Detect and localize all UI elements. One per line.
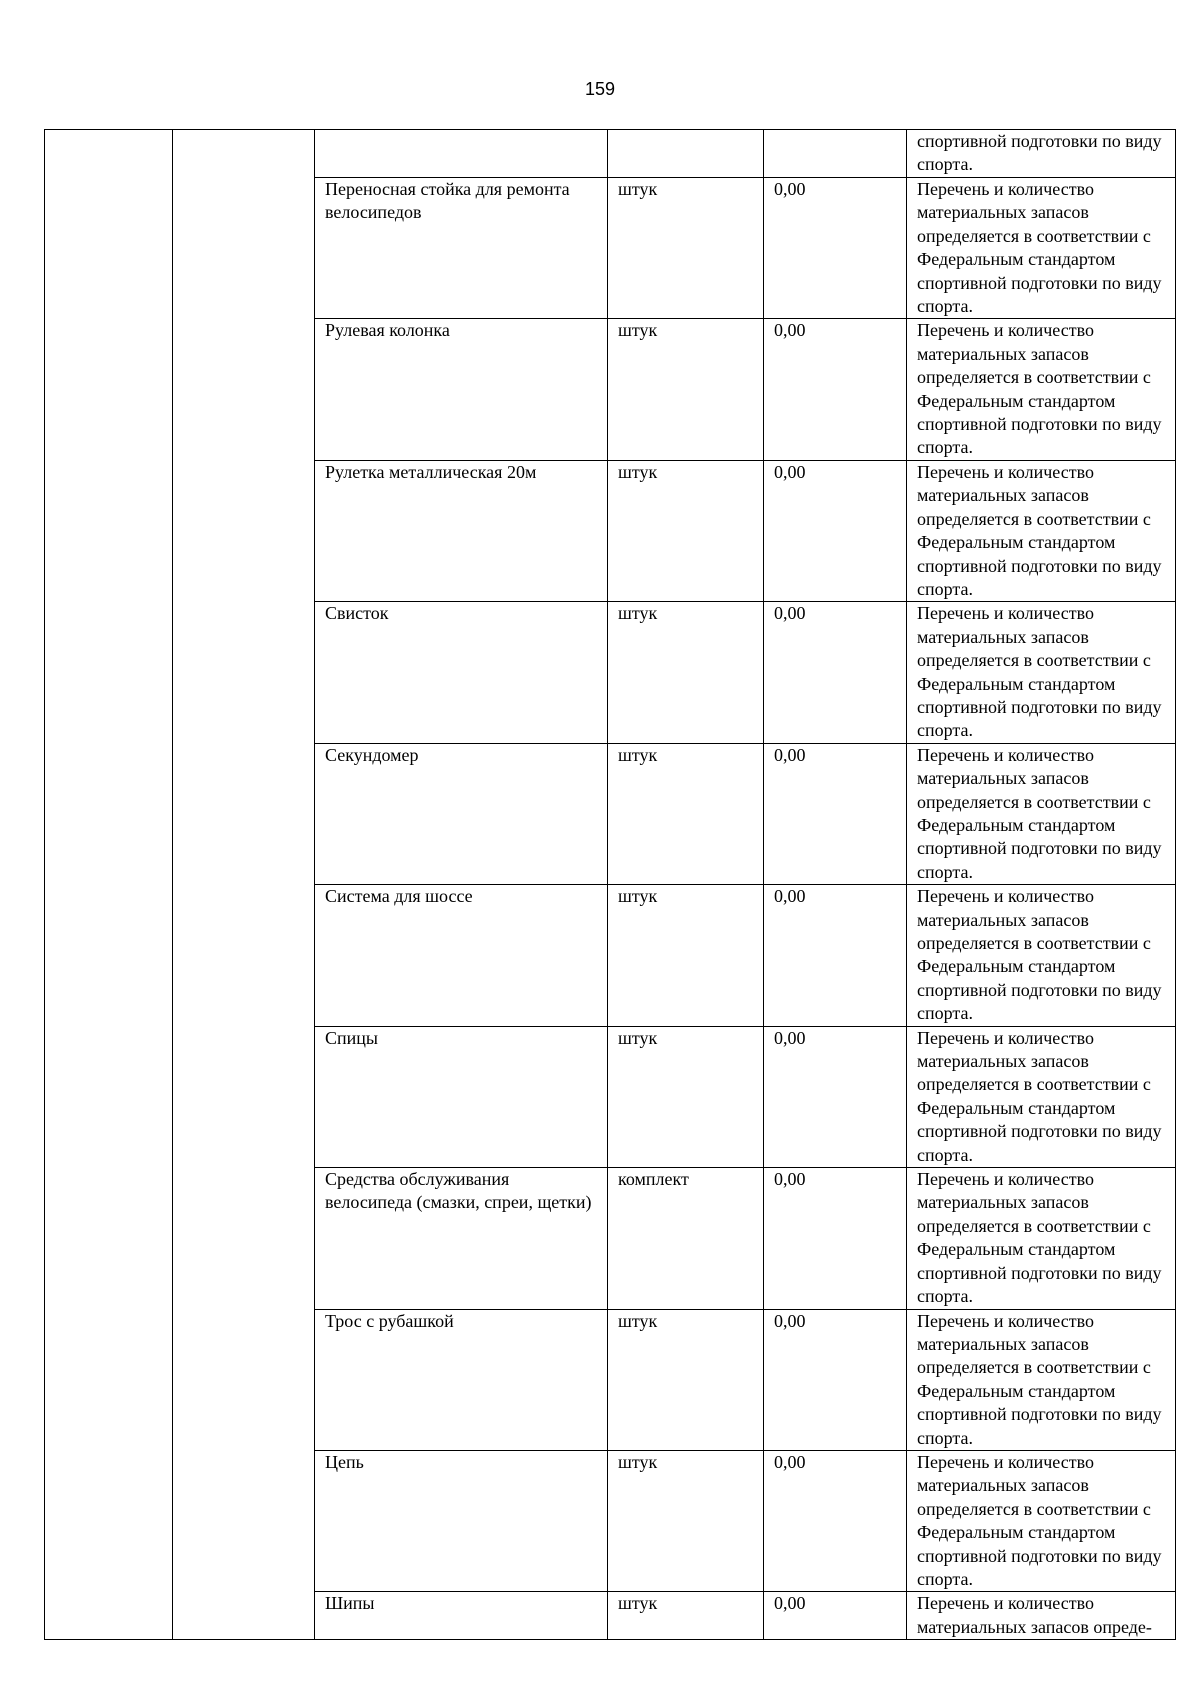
unit-cell: штук [608, 1309, 764, 1450]
name-cell: Средства обслуживания велосипеда (смазки, спреи, щетки) [315, 1168, 608, 1309]
unit-cell: штук [608, 743, 764, 884]
value-cell: 0,00 [764, 885, 907, 1026]
unit-cell: штук [608, 1592, 764, 1640]
table-row [45, 130, 1176, 178]
name-cell: Шипы [315, 1592, 608, 1640]
note-cell: Перечень и количество материальных запасов определяется в соответствии с Федеральным стандартом спортивной подготовки по виду спорта. [907, 460, 1176, 601]
value-cell: 0,00 [764, 602, 907, 743]
name-cell: Секундомер [315, 743, 608, 884]
value-cell [764, 130, 907, 178]
note-cell: спортивной подготовки по виду спорта. [907, 130, 1176, 178]
value-cell: 0,00 [764, 319, 907, 460]
value-cell: 0,00 [764, 1026, 907, 1167]
name-cell: Рулетка металлическая 20м [315, 460, 608, 601]
note-cell: Перечень и количество материальных запасов определяется в соответствии с Федеральным стандартом спортивной подготовки по виду спорта. [907, 1026, 1176, 1167]
name-cell [315, 130, 608, 178]
note-cell: Перечень и количество материальных запасов определяется в соответствии с Федеральным стандартом спортивной подготовки по виду спорта. [907, 178, 1176, 319]
name-cell: Свисток [315, 602, 608, 743]
note-cell: Перечень и количество материальных запасов определяется в соответствии с Федеральным стандартом спортивной подготовки по виду спорта. [907, 1168, 1176, 1309]
note-cell: Перечень и количество материальных запасов определяется в соответствии с Федеральным стандартом спортивной подготовки по виду спорта. [907, 885, 1176, 1026]
note-cell: Перечень и количество материальных запасов определяется в соответствии с Федеральным стандартом спортивной подготовки по виду спорта. [907, 319, 1176, 460]
value-cell: 0,00 [764, 1168, 907, 1309]
unit-cell: штук [608, 1026, 764, 1167]
table-body [45, 130, 1176, 1640]
name-cell: Спицы [315, 1026, 608, 1167]
unit-cell: штук [608, 460, 764, 601]
value-cell: 0,00 [764, 1592, 907, 1640]
unit-cell: комплект [608, 1168, 764, 1309]
note-cell: Перечень и количество материальных запасов определяется в соответствии с Федеральным стандартом спортивной подготовки по виду спорта. [907, 1450, 1176, 1591]
name-cell: Цепь [315, 1450, 608, 1591]
value-cell: 0,00 [764, 178, 907, 319]
value-cell: 0,00 [764, 1450, 907, 1591]
name-cell: Рулевая колонка [315, 319, 608, 460]
note-cell: Перечень и количество материальных запасов опреде- [907, 1592, 1176, 1640]
note-cell: Перечень и количество материальных запасов определяется в соответствии с Федеральным стандартом спортивной подготовки по виду спорта. [907, 1309, 1176, 1450]
value-cell: 0,00 [764, 460, 907, 601]
merged-empty-cell-1 [45, 130, 173, 1640]
value-cell: 0,00 [764, 743, 907, 884]
unit-cell: штук [608, 602, 764, 743]
unit-cell: штук [608, 178, 764, 319]
unit-cell [608, 130, 764, 178]
note-cell: Перечень и количество материальных запасов определяется в соответствии с Федеральным стандартом спортивной подготовки по виду спорта. [907, 602, 1176, 743]
unit-cell: штук [608, 319, 764, 460]
unit-cell: штук [608, 885, 764, 1026]
name-cell: Переносная стойка для ремонта велосипедов [315, 178, 608, 319]
merged-empty-cell-2 [173, 130, 315, 1640]
value-cell: 0,00 [764, 1309, 907, 1450]
name-cell: Трос с рубашкой [315, 1309, 608, 1450]
materials-table [44, 129, 1176, 1640]
page-number: 159 [584, 79, 616, 99]
unit-cell: штук [608, 1450, 764, 1591]
note-cell: Перечень и количество материальных запасов определяется в соответствии с Федеральным стандартом спортивной подготовки по виду спорта. [907, 743, 1176, 884]
name-cell: Система для шоссе [315, 885, 608, 1026]
